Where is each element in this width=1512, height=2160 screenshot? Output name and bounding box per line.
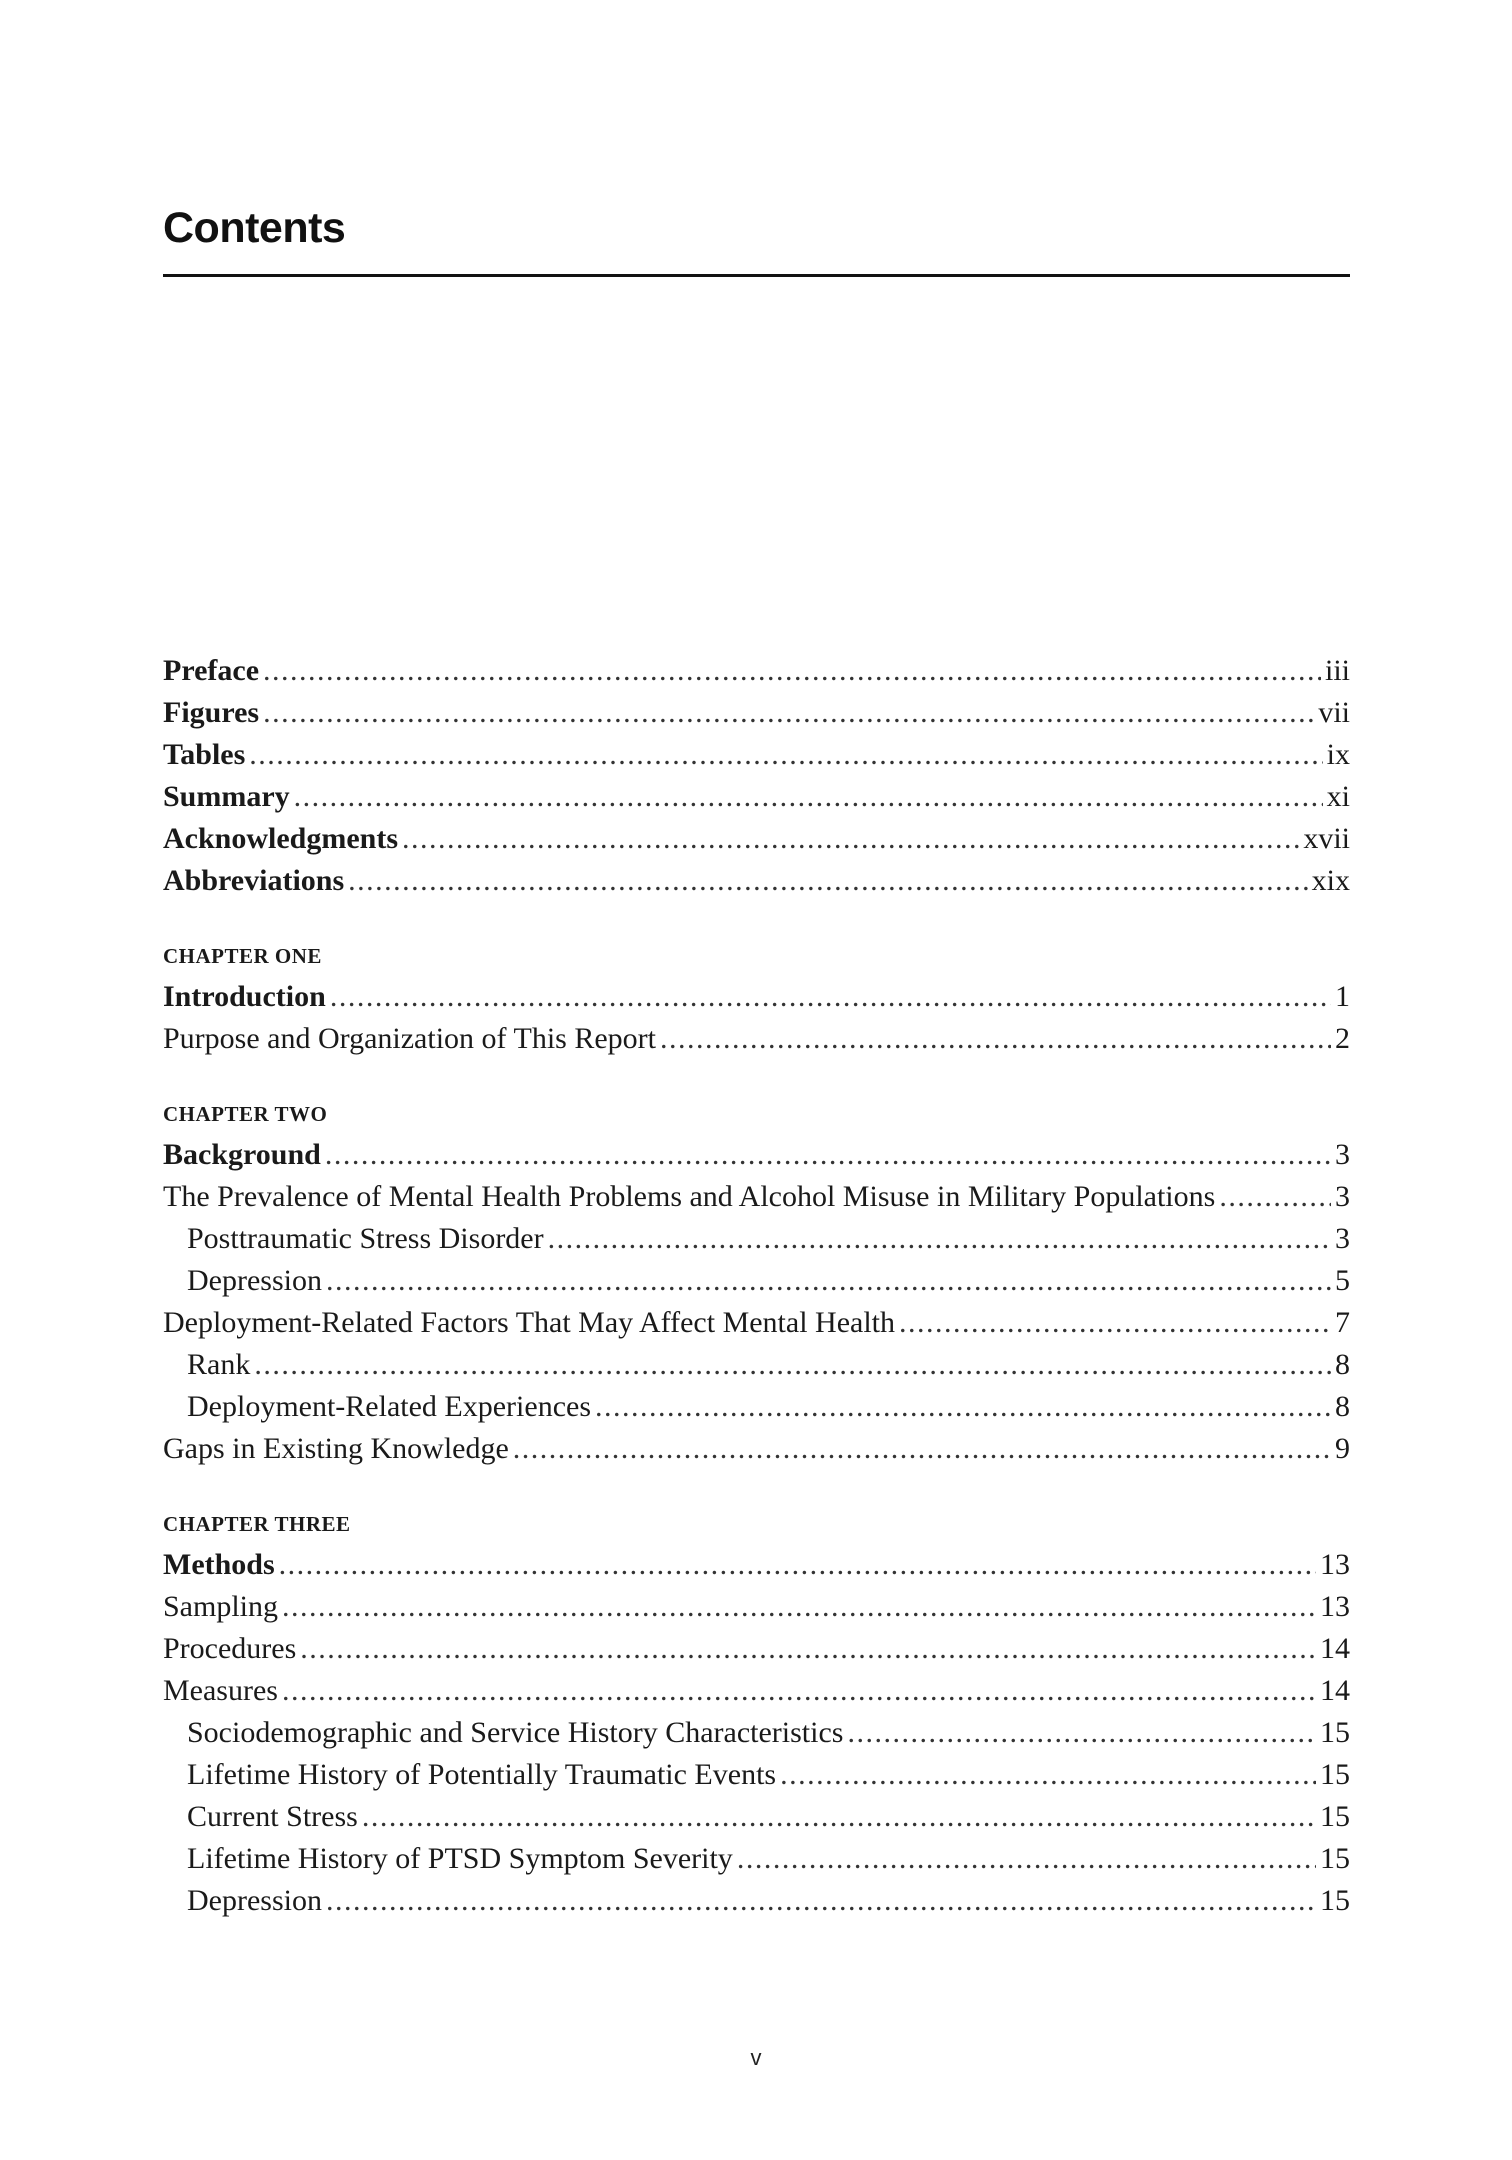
toc-section-entry[interactable] [163, 1428, 1350, 1470]
toc-entry-title: Depression [187, 1264, 322, 1297]
toc-entry-title: Sampling [163, 1590, 279, 1623]
dot-leader [595, 1386, 1331, 1428]
dot-leader [899, 1302, 1331, 1344]
dot-leader [847, 1712, 1316, 1754]
toc-front-matter-entry[interactable] [163, 860, 1350, 902]
toc-subsection-entry[interactable] [163, 1260, 1350, 1302]
toc-entry-page: 8 [1335, 1390, 1350, 1423]
toc-entry-page: 14 [1320, 1674, 1350, 1707]
dot-leader [300, 1628, 1316, 1670]
toc-entry-title: Measures [163, 1674, 278, 1707]
table-of-contents [163, 650, 1350, 1922]
toc-entry-title: Procedures [163, 1632, 297, 1665]
toc-entry-page: 13 [1320, 1548, 1350, 1581]
toc-entry-title: Abbreviations [163, 864, 345, 897]
toc-entry-title: Deployment-Related Experiences [187, 1390, 592, 1423]
toc-subsection-entry[interactable] [163, 1838, 1350, 1880]
toc-entry-title: Gaps in Existing Knowledge [163, 1432, 509, 1465]
toc-entry-title: Sociodemographic and Service History Characteristics [187, 1716, 844, 1749]
toc-subsection-entry[interactable] [163, 1712, 1350, 1754]
dot-leader [249, 734, 1322, 776]
toc-entry-page: 3 [1335, 1222, 1350, 1255]
toc-entry-title: Acknowledgments [163, 822, 399, 855]
toc-entry-page: ix [1326, 738, 1350, 771]
toc-section-entry[interactable] [163, 1018, 1350, 1060]
toc-chapter-entry[interactable] [163, 1544, 1350, 1586]
toc-entry-page: 2 [1335, 1022, 1350, 1055]
toc-entry-page: 15 [1320, 1884, 1350, 1917]
title-rule [163, 274, 1350, 277]
chapter-label: CHAPTER TWO [163, 1102, 328, 1126]
toc-entry-page: xi [1326, 780, 1350, 813]
toc-entry-page: 15 [1320, 1842, 1350, 1875]
toc-entry-title: Depression [187, 1884, 322, 1917]
toc-entry-page: 15 [1320, 1800, 1350, 1833]
toc-entry-title: Preface [163, 654, 260, 687]
toc-front-matter-entry[interactable] [163, 818, 1350, 860]
dot-leader [282, 1586, 1316, 1628]
toc-entry-title: Purpose and Organization of This Report [163, 1022, 656, 1055]
toc-section-entry[interactable] [163, 1586, 1350, 1628]
toc-entry-title: Lifetime History of Potentially Traumatic Events [187, 1758, 777, 1791]
toc-front-matter-entry[interactable] [163, 692, 1350, 734]
toc-section-entry[interactable] [163, 1176, 1350, 1218]
dot-leader [279, 1544, 1316, 1586]
dot-leader [362, 1796, 1316, 1838]
toc-entry-title: Current Stress [187, 1800, 358, 1833]
dot-leader [294, 776, 1323, 818]
dot-leader [282, 1670, 1316, 1712]
toc-front-matter-entry[interactable] [163, 734, 1350, 776]
toc-entry-page: 8 [1335, 1348, 1350, 1381]
toc-subsection-entry[interactable] [163, 1880, 1350, 1922]
dot-leader [548, 1218, 1331, 1260]
toc-entry-page: 5 [1335, 1264, 1350, 1297]
page-title: Contents [163, 204, 346, 252]
dot-leader [326, 1260, 1331, 1302]
dot-leader [263, 692, 1314, 734]
toc-section-entry[interactable] [163, 1302, 1350, 1344]
dot-leader [660, 1018, 1331, 1060]
toc-entry-title: Tables [163, 738, 246, 771]
dot-leader [326, 1880, 1316, 1922]
toc-entry-title: Figures [163, 696, 260, 729]
toc-entry-title: Summary [163, 780, 290, 813]
toc-entry-page: xix [1311, 864, 1350, 897]
dot-leader [780, 1754, 1316, 1796]
toc-entry-title: Deployment-Related Factors That May Affect Mental Health [163, 1306, 896, 1339]
toc-chapter-entry[interactable] [163, 976, 1350, 1018]
toc-entry-title: Lifetime History of PTSD Symptom Severity [187, 1842, 733, 1875]
toc-chapter-entry[interactable] [163, 1134, 1350, 1176]
toc-entry-page: 13 [1320, 1590, 1350, 1623]
chapter-label: CHAPTER ONE [163, 944, 322, 968]
toc-subsection-entry[interactable] [163, 1796, 1350, 1838]
toc-entry-page: 15 [1320, 1758, 1350, 1791]
toc-entry-title: Background [163, 1138, 321, 1171]
dot-leader [513, 1428, 1331, 1470]
dot-leader [402, 818, 1299, 860]
toc-entry-page: 7 [1335, 1306, 1350, 1339]
toc-entry-page: xvii [1303, 822, 1350, 855]
toc-entry-title: Rank [187, 1348, 251, 1381]
toc-entry-page: 14 [1320, 1632, 1350, 1665]
toc-subsection-entry[interactable] [163, 1218, 1350, 1260]
toc-entry-page: iii [1324, 654, 1350, 687]
toc-entry-title: The Prevalence of Mental Health Problems and Alcohol Misuse in Military Populations [163, 1180, 1216, 1213]
toc-subsection-entry[interactable] [163, 1386, 1350, 1428]
toc-entry-page: 15 [1320, 1716, 1350, 1749]
dot-leader [263, 650, 1321, 692]
toc-entry-title: Methods [163, 1548, 275, 1581]
dot-leader [254, 1344, 1331, 1386]
page-number: v [750, 2045, 762, 2070]
toc-front-matter-entry[interactable] [163, 776, 1350, 818]
dot-leader [325, 1134, 1331, 1176]
toc-subsection-entry[interactable] [163, 1344, 1350, 1386]
toc-entry-page: 1 [1335, 980, 1350, 1013]
dot-leader [348, 860, 1308, 902]
dot-leader [1219, 1176, 1331, 1218]
toc-entry-page: vii [1318, 696, 1350, 729]
toc-entry-page: 3 [1335, 1180, 1350, 1213]
toc-entry-page: 9 [1335, 1432, 1350, 1465]
toc-entry-title: Introduction [163, 980, 326, 1013]
chapter-label: CHAPTER THREE [163, 1512, 351, 1536]
toc-section-entry[interactable] [163, 1628, 1350, 1670]
dot-leader [330, 976, 1331, 1018]
toc-section-entry[interactable] [163, 1670, 1350, 1712]
toc-front-matter-entry[interactable] [163, 650, 1350, 692]
toc-subsection-entry[interactable] [163, 1754, 1350, 1796]
toc-entry-page: 3 [1335, 1138, 1350, 1171]
toc-entry-title: Posttraumatic Stress Disorder [187, 1222, 544, 1255]
dot-leader [737, 1838, 1316, 1880]
